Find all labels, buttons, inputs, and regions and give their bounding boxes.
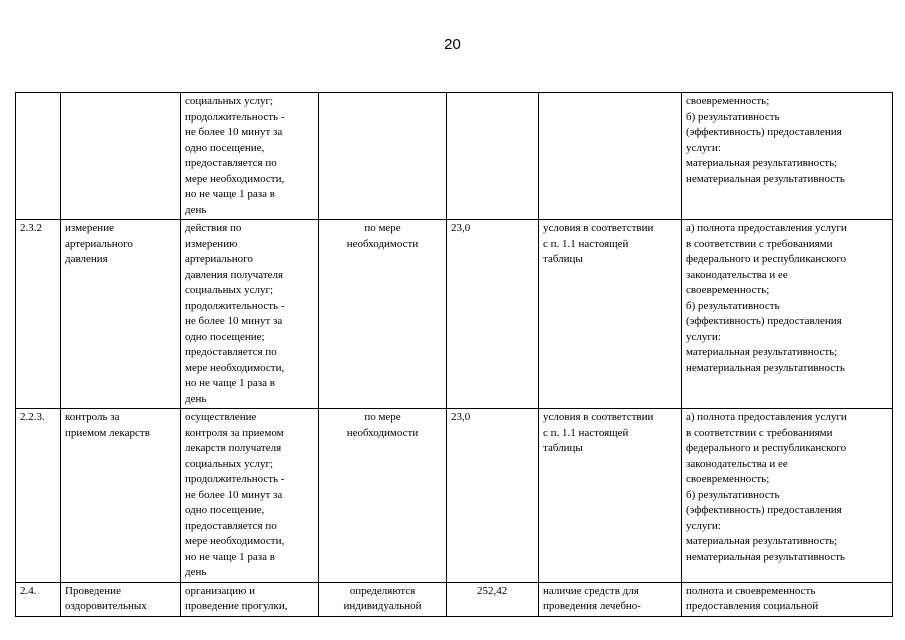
row-number-cell: [16, 93, 61, 220]
row-number-cell: 2.3.2: [16, 220, 61, 409]
table-row: [16, 220, 893, 409]
service-name-cell: контроль за приемом лекарств: [61, 409, 181, 583]
evaluation-cell: а) полнота предоставления услуги в соответствии с требованиями федерального и республиканского законодательства и ее своевременность; б) результативность (эффективность) предоставления услуги: материальная результативность; нематериальная результативность: [682, 220, 893, 409]
service-name-cell: [61, 93, 181, 220]
service-description-cell: осуществление контроля за приемом лекарств получателя социальных услуг; продолжительность - не более 10 минут за одно посещение, предоставляется по мере необходимости, но не чаще 1 раза в день: [181, 409, 319, 583]
page-number: 20: [444, 36, 461, 53]
conditions-cell: условия в соответствии с п. 1.1 настоящей таблицы: [539, 220, 682, 409]
table-row: [16, 582, 893, 616]
service-name-cell: Проведение оздоровительных: [61, 582, 181, 616]
conditions-cell: [539, 93, 682, 220]
row-number-cell: 2.2.3.: [16, 409, 61, 583]
evaluation-cell: своевременность; б) результативность (эффективность) предоставления услуги: материальная результативность; нематериальная результативность: [682, 93, 893, 220]
cost-cell: 252,42: [447, 582, 539, 616]
cost-cell: 23,0: [447, 220, 539, 409]
frequency-cell: [319, 93, 447, 220]
cost-cell: 23,0: [447, 409, 539, 583]
service-description-cell: действия по измерению артериального давления получателя социальных услуг; продолжительность - не более 10 минут за одно посещение; предоставляется по мере необходимости, но не чаще 1 раза в день: [181, 220, 319, 409]
service-description-cell: социальных услуг; продолжительность - не более 10 минут за одно посещение, предоставляется по мере необходимости, но не чаще 1 раза в день: [181, 93, 319, 220]
cost-cell: [447, 93, 539, 220]
conditions-cell: условия в соответствии с п. 1.1 настоящей таблицы: [539, 409, 682, 583]
evaluation-cell: полнота и своевременность предоставления социальной: [682, 582, 893, 616]
frequency-cell: определяются индивидуальной: [319, 582, 447, 616]
table-row: [16, 409, 893, 583]
row-number-cell: 2.4.: [16, 582, 61, 616]
evaluation-cell: а) полнота предоставления услуги в соответствии с требованиями федерального и республиканского законодательства и ее своевременность; б) результативность (эффективность) предоставления услуги: материальная результативность; нематериальная результативность: [682, 409, 893, 583]
frequency-cell: по мере необходимости: [319, 220, 447, 409]
service-standards-table: [15, 92, 893, 617]
table-row: [16, 93, 893, 220]
frequency-cell: по мере необходимости: [319, 409, 447, 583]
service-name-cell: измерение артериального давления: [61, 220, 181, 409]
service-description-cell: организацию и проведение прогулки,: [181, 582, 319, 616]
conditions-cell: наличие средств для проведения лечебно-: [539, 582, 682, 616]
